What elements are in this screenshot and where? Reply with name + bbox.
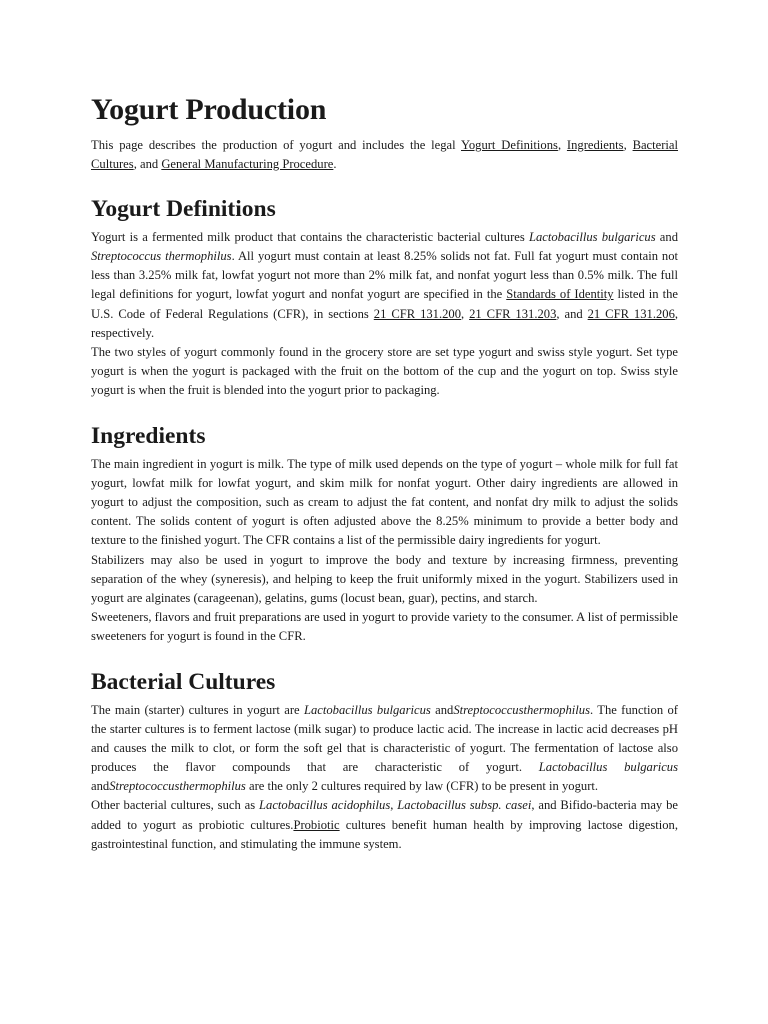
species-name: Streptococcus thermophilus xyxy=(91,249,232,264)
link-standards-of-identity[interactable]: Standards of Identity xyxy=(506,287,614,302)
section-heading: Ingredients xyxy=(91,423,206,450)
cultures-paragraph-1 xyxy=(91,701,678,796)
text: . The function of the starter cultures is to ferment lactose (milk sugar) to produce lactic acid. The increase in lactic acid decreases pH and causes the milk to clot, or form the soft gel that is characteristic of yogurt. The fermentation of lactose also produces the flavor compounds that are characteristic of yogurt. xyxy=(91,702,678,775)
text: , xyxy=(461,306,470,321)
ingredients-paragraph-2: Stabilizers may also be used in yogurt to improve the body and texture by increasing firmness, preventing separation of the whey (syneresis), and helping to keep the fruit uniformly mixed in the yogurt. Stabilizers used in yogurt are alginates (carageenan), gelatins, gums (locust bean, guar), pectins, and starch. xyxy=(91,552,678,605)
text: and xyxy=(655,230,678,245)
section-heading: Bacterial Cultures xyxy=(91,668,276,695)
section-heading: Yogurt Definitions xyxy=(91,196,276,223)
text: Other bacterial cultures, such as xyxy=(91,798,260,813)
section-bacterial-cultures xyxy=(91,667,678,854)
text: , and Bifido-bacteria may be added to yogurt as probiotic cultures. xyxy=(91,798,678,832)
link-bacterial-cultures[interactable]: Bacterial Cultures xyxy=(91,138,679,172)
species-name: Streptococcusthermophilus xyxy=(109,779,246,794)
text: The main (starter) cultures in yogurt are xyxy=(91,702,304,717)
species-name: Lactobacillus bulgaricus xyxy=(303,702,431,717)
definitions-paragraph-2: The two styles of yogurt commonly found in the grocery store are set type yogurt and swiss style yogurt. Set type yogurt is when the yogurt is packaged with the fruit on the bottom of the cup and the yogurt on top. Swiss style yogurt is when the fruit is blended into the yogurt prior to packaging. xyxy=(91,344,678,397)
text: , and xyxy=(556,306,588,321)
text: are the only 2 cultures required by law (CFR) to be present in yogurt. xyxy=(245,779,599,794)
text: cultures benefit human health by improving lactose digestion, gastrointestinal function, and stimulating the immune system. xyxy=(91,817,678,851)
text: . All yogurt must contain at least 8.25% solids not fat. Full fat yogurt must contain not less than 3.25% milk fat, lowfat yogurt not more than 2% milk fat, and nonfat yogurt less than 0.5% milk. The full legal definitions for yogurt, lowfat yogurt and nonfat yogurt are specified in the xyxy=(91,249,679,302)
intro-text: . xyxy=(333,157,337,172)
intro-text: This page describes the production of yogurt and includes the legal xyxy=(91,138,462,152)
ingredients-paragraph-1: The main ingredient in yogurt is milk. The type of milk used depends on the type of yogurt – whole milk for full fat yogurt, lowfat milk for lowfat yogurt, and skim milk for nonfat yogurt. Other dairy ingredients are allowed in yogurt to adjust the composition, such as cream to adjust the fat content, and nonfat dry milk to adjust the solids content. The solids content of yogurt is often adjusted above the 8.25% minimum to provide a better body and texture to the finished yogurt. The CFR contains a list of the permissible dairy ingredients for yogurt. xyxy=(91,457,678,548)
link-yogurt-definitions[interactable]: Yogurt Definitions xyxy=(461,138,558,152)
text: listed in the U.S. Code of Federal Regulations (CFR), in sections xyxy=(91,287,678,321)
species-name: Lactobacillus bulgaricus xyxy=(528,230,656,245)
text: Yogurt is a fermented milk product that contains the characteristic bacterial cultures xyxy=(91,230,529,245)
ingredients-paragraph-3: Sweeteners, flavors and fruit preparations are used in yogurt to provide variety to the consumer. A list of permissible sweeteners for yogurt is found in the CFR. xyxy=(91,609,678,643)
link-cfr-131-200[interactable]: 21 CFR 131.200 xyxy=(373,306,462,321)
intro-paragraph xyxy=(91,136,678,174)
species-name: Streptococcusthermophilus xyxy=(453,702,590,717)
section-ingredients xyxy=(91,421,678,646)
text: and xyxy=(430,702,454,717)
link-general-manufacturing-procedure[interactable]: General Manufacturing Procedure xyxy=(161,157,334,172)
text: and xyxy=(91,779,110,794)
page-title: Yogurt Production xyxy=(91,93,327,126)
species-name: Lactobacillus acidophilus xyxy=(259,798,391,813)
link-probiotic[interactable]: Probiotic xyxy=(293,817,340,832)
intro-text: , and xyxy=(133,157,162,172)
separator: , xyxy=(623,138,633,152)
text: , respectively. xyxy=(91,306,679,340)
cultures-paragraph-2 xyxy=(91,796,678,853)
link-cfr-131-206[interactable]: 21 CFR 131.206 xyxy=(587,306,675,321)
link-cfr-131-203[interactable]: 21 CFR 131.203 xyxy=(469,306,557,321)
species-name: Lactobacillus bulgaricus xyxy=(538,760,679,775)
link-ingredients[interactable]: Ingredients xyxy=(566,138,624,152)
definitions-paragraph-1 xyxy=(91,228,678,343)
section-yogurt-definitions xyxy=(91,194,678,400)
text: , xyxy=(390,798,398,813)
separator: , xyxy=(557,138,567,152)
species-name: Lactobacillus subsp. casei xyxy=(397,798,532,813)
